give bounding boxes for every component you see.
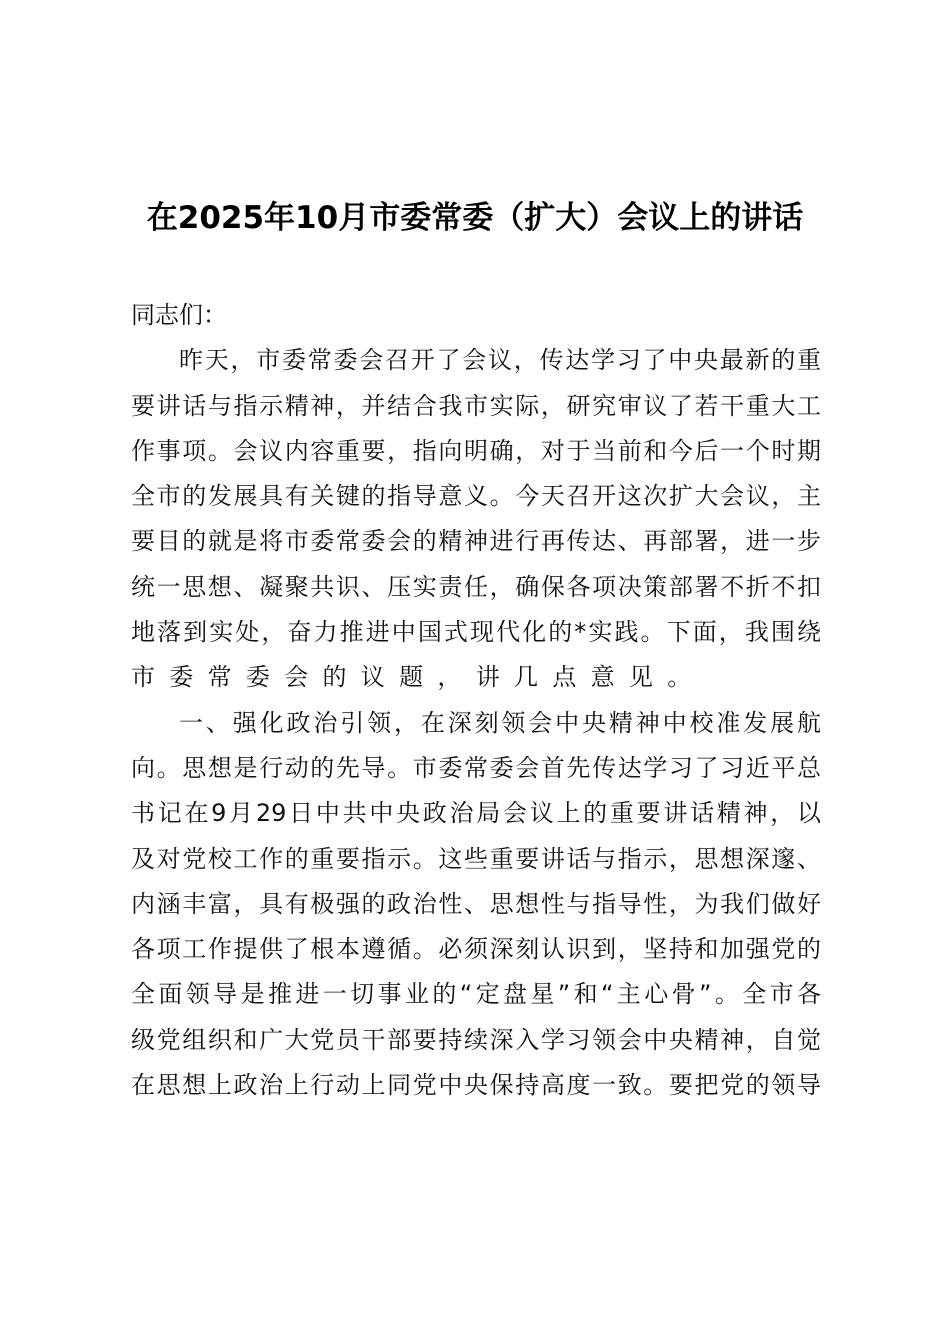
document-title: 在2025年10月市委常委（扩大）会议上的讲话: [146, 200, 804, 236]
paragraph-1-line-8: 市委常委会的议题，讲几点意见。: [131, 663, 706, 692]
section-1-heading-line: 一、强化政治引领，在深刻领会中央精神中校准发展航: [179, 708, 821, 737]
paragraph-1-line-4: 全市的发展具有关键的指导意义。今天召开这次扩大会议，主: [131, 482, 821, 511]
paragraph-2-line-9: 在思想上政治上行动上同党中央保持高度一致。要把党的领导: [131, 1071, 821, 1100]
paragraph-2-line-2: 向。思想是行动的先导。市委常委会首先传达学习了习近平总: [131, 753, 821, 782]
paragraph-1-line-7: 地落到实处，奋力推进中国式现代化的*实践。下面，我围绕: [131, 618, 821, 647]
paragraph-1-line-1: 昨天，市委常委会召开了会议，传达学习了中央最新的重: [179, 346, 821, 375]
document-body: [131, 293, 821, 1108]
salutation: 同志们：: [131, 301, 227, 329]
paragraph-2-line-6: 各项工作提供了根本遵循。必须深刻认识到，坚持和加强党的: [131, 935, 821, 964]
paragraph-1-line-3: 作事项。会议内容重要，指向明确，对于当前和今后一个时期: [131, 436, 821, 465]
paragraph-1-line-5: 要目的就是将市委常委会的精神进行再传达、再部署，进一步: [131, 527, 821, 556]
paragraph-2-line-3: 书记在9月29日中共中央政治局会议上的重要讲话精神，以: [131, 799, 821, 828]
paragraph-2-line-5: 内涵丰富，具有极强的政治性、思想性与指导性，为我们做好: [131, 889, 821, 918]
paragraph-1-line-6: 统一思想、凝聚共识、压实责任，确保各项决策部署不折不扣: [131, 572, 821, 601]
paragraph-2-line-7: 全面领导是推进一切事业的“定盘星”和“主心骨”。全市各: [131, 980, 821, 1009]
paragraph-2-line-4: 及对党校工作的重要指示。这些重要讲话与指示，思想深邃、: [131, 844, 821, 873]
paragraph-1-line-2: 要讲话与指示精神，并结合我市实际，研究审议了若干重大工: [131, 391, 821, 420]
paragraph-2-line-8: 级党组织和广大党员干部要持续深入学习领会中央精神，自觉: [131, 1025, 821, 1054]
